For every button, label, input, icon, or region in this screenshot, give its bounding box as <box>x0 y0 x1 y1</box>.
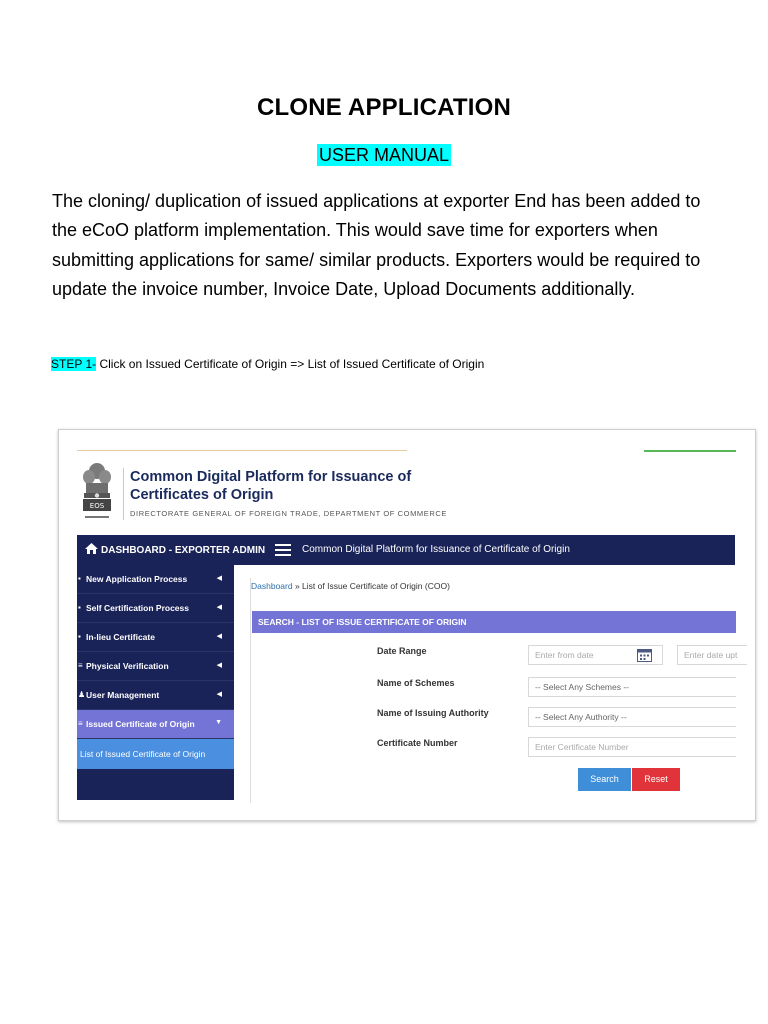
caret-left-icon: ◀ <box>216 633 222 640</box>
header-accent-line-right <box>644 450 736 452</box>
portal-name-line1: Common Digital Platform for Issuance of <box>130 469 412 485</box>
caret-left-icon: ◀ <box>216 604 222 611</box>
step-text: Click on Issued Certificate of Origin => List of Issued Certificate of Origin <box>96 357 485 371</box>
portal-department: DIRECTORATE GENERAL OF FOREIGN TRADE, DEPARTMENT OF COMMERCE <box>130 509 448 518</box>
content-divider <box>250 578 251 803</box>
top-navbar <box>77 535 735 565</box>
breadcrumb-current: List of Issue Certificate of Origin (COO) <box>302 581 450 591</box>
reset-button[interactable]: Reset <box>632 768 680 791</box>
bullet-icon: ▪ <box>78 574 81 583</box>
sidebar <box>77 565 234 800</box>
bullet-icon: ▪ <box>78 603 81 612</box>
breadcrumb <box>251 581 450 591</box>
search-panel-heading: SEARCH - LIST OF ISSUE CERTIFICATE OF ORIGIN <box>252 611 736 633</box>
certificate-number-label: Certificate Number <box>377 738 458 748</box>
search-button[interactable]: Search <box>578 768 631 791</box>
header-accent-line <box>77 450 407 451</box>
step-label: STEP 1- <box>51 357 97 371</box>
sidebar-item-label: Physical Verification <box>86 661 169 671</box>
sidebar-item-label: New Application Process <box>86 574 188 584</box>
list-icon: ≡ <box>78 719 83 728</box>
from-date-input[interactable]: Enter from date <box>528 645 663 665</box>
upto-date-input[interactable]: Enter date upt <box>677 645 747 665</box>
sidebar-item-issued-certificate[interactable] <box>77 710 234 739</box>
authority-label: Name of Issuing Authority <box>377 708 489 718</box>
national-emblem-icon <box>79 461 115 523</box>
portal-screenshot <box>58 429 756 821</box>
user-icon: ♟ <box>78 690 86 699</box>
svg-text:EOS: EOS <box>89 502 105 510</box>
schemes-label: Name of Schemes <box>377 678 455 688</box>
sidebar-item-label: Self Certification Process <box>86 603 189 613</box>
caret-left-icon: ◀ <box>216 662 222 669</box>
home-icon <box>85 543 98 554</box>
caret-left-icon: ◀ <box>216 575 222 582</box>
sidebar-item-new-application[interactable] <box>77 565 234 594</box>
sidebar-item-physical-verification[interactable] <box>77 652 234 681</box>
hamburger-menu-icon[interactable] <box>275 544 291 556</box>
bullet-icon: ▪ <box>78 632 81 641</box>
breadcrumb-separator: » <box>292 581 303 591</box>
calendar-icon[interactable] <box>637 648 652 662</box>
schemes-select[interactable]: -- Select Any Schemes -- <box>528 677 736 697</box>
sidebar-item-label: User Management <box>86 690 160 700</box>
sidebar-item-label: Issued Certificate of Origin <box>86 719 195 729</box>
caret-down-icon: ▼ <box>215 719 222 726</box>
sidebar-item-user-management[interactable] <box>77 681 234 710</box>
step-instruction <box>51 357 484 371</box>
document-subtitle: USER MANUAL <box>318 145 450 165</box>
nav-brand[interactable] <box>85 543 265 556</box>
nav-brand-label: DASHBOARD - EXPORTER ADMIN <box>101 545 266 556</box>
caret-left-icon: ◀ <box>216 691 222 698</box>
intro-paragraph: The cloning/ duplication of issued applications at exporter End has been added to the eCoO platform implementation. This would save time for exporters when submitting applications for same/ similar products. Exporters would be required to update the invoice number, Invoice Date, Upload Documents additionally. <box>52 191 701 299</box>
date-range-label: Date Range <box>377 646 427 656</box>
sidebar-subitem-list-issued[interactable]: List of Issued Certificate of Origin <box>77 739 234 769</box>
portal-name-line2: Certificates of Origin <box>130 487 274 503</box>
certificate-number-input[interactable]: Enter Certificate Number <box>528 737 736 757</box>
portal-divider <box>123 468 124 520</box>
document-title: CLONE APPLICATION <box>256 94 512 121</box>
nav-title: Common Digital Platform for Issuance of Certificate of Origin <box>302 544 570 555</box>
sidebar-item-self-certification[interactable] <box>77 594 234 623</box>
breadcrumb-home-link[interactable]: Dashboard <box>251 581 293 591</box>
authority-select[interactable]: -- Select Any Authority -- <box>528 707 736 727</box>
document-subtitle-wrap <box>0 145 768 166</box>
portal-name <box>130 468 430 504</box>
sidebar-item-in-lieu[interactable] <box>77 623 234 652</box>
sidebar-item-label: In-lieu Certificate <box>86 632 155 642</box>
list-icon: ≡ <box>78 661 83 670</box>
